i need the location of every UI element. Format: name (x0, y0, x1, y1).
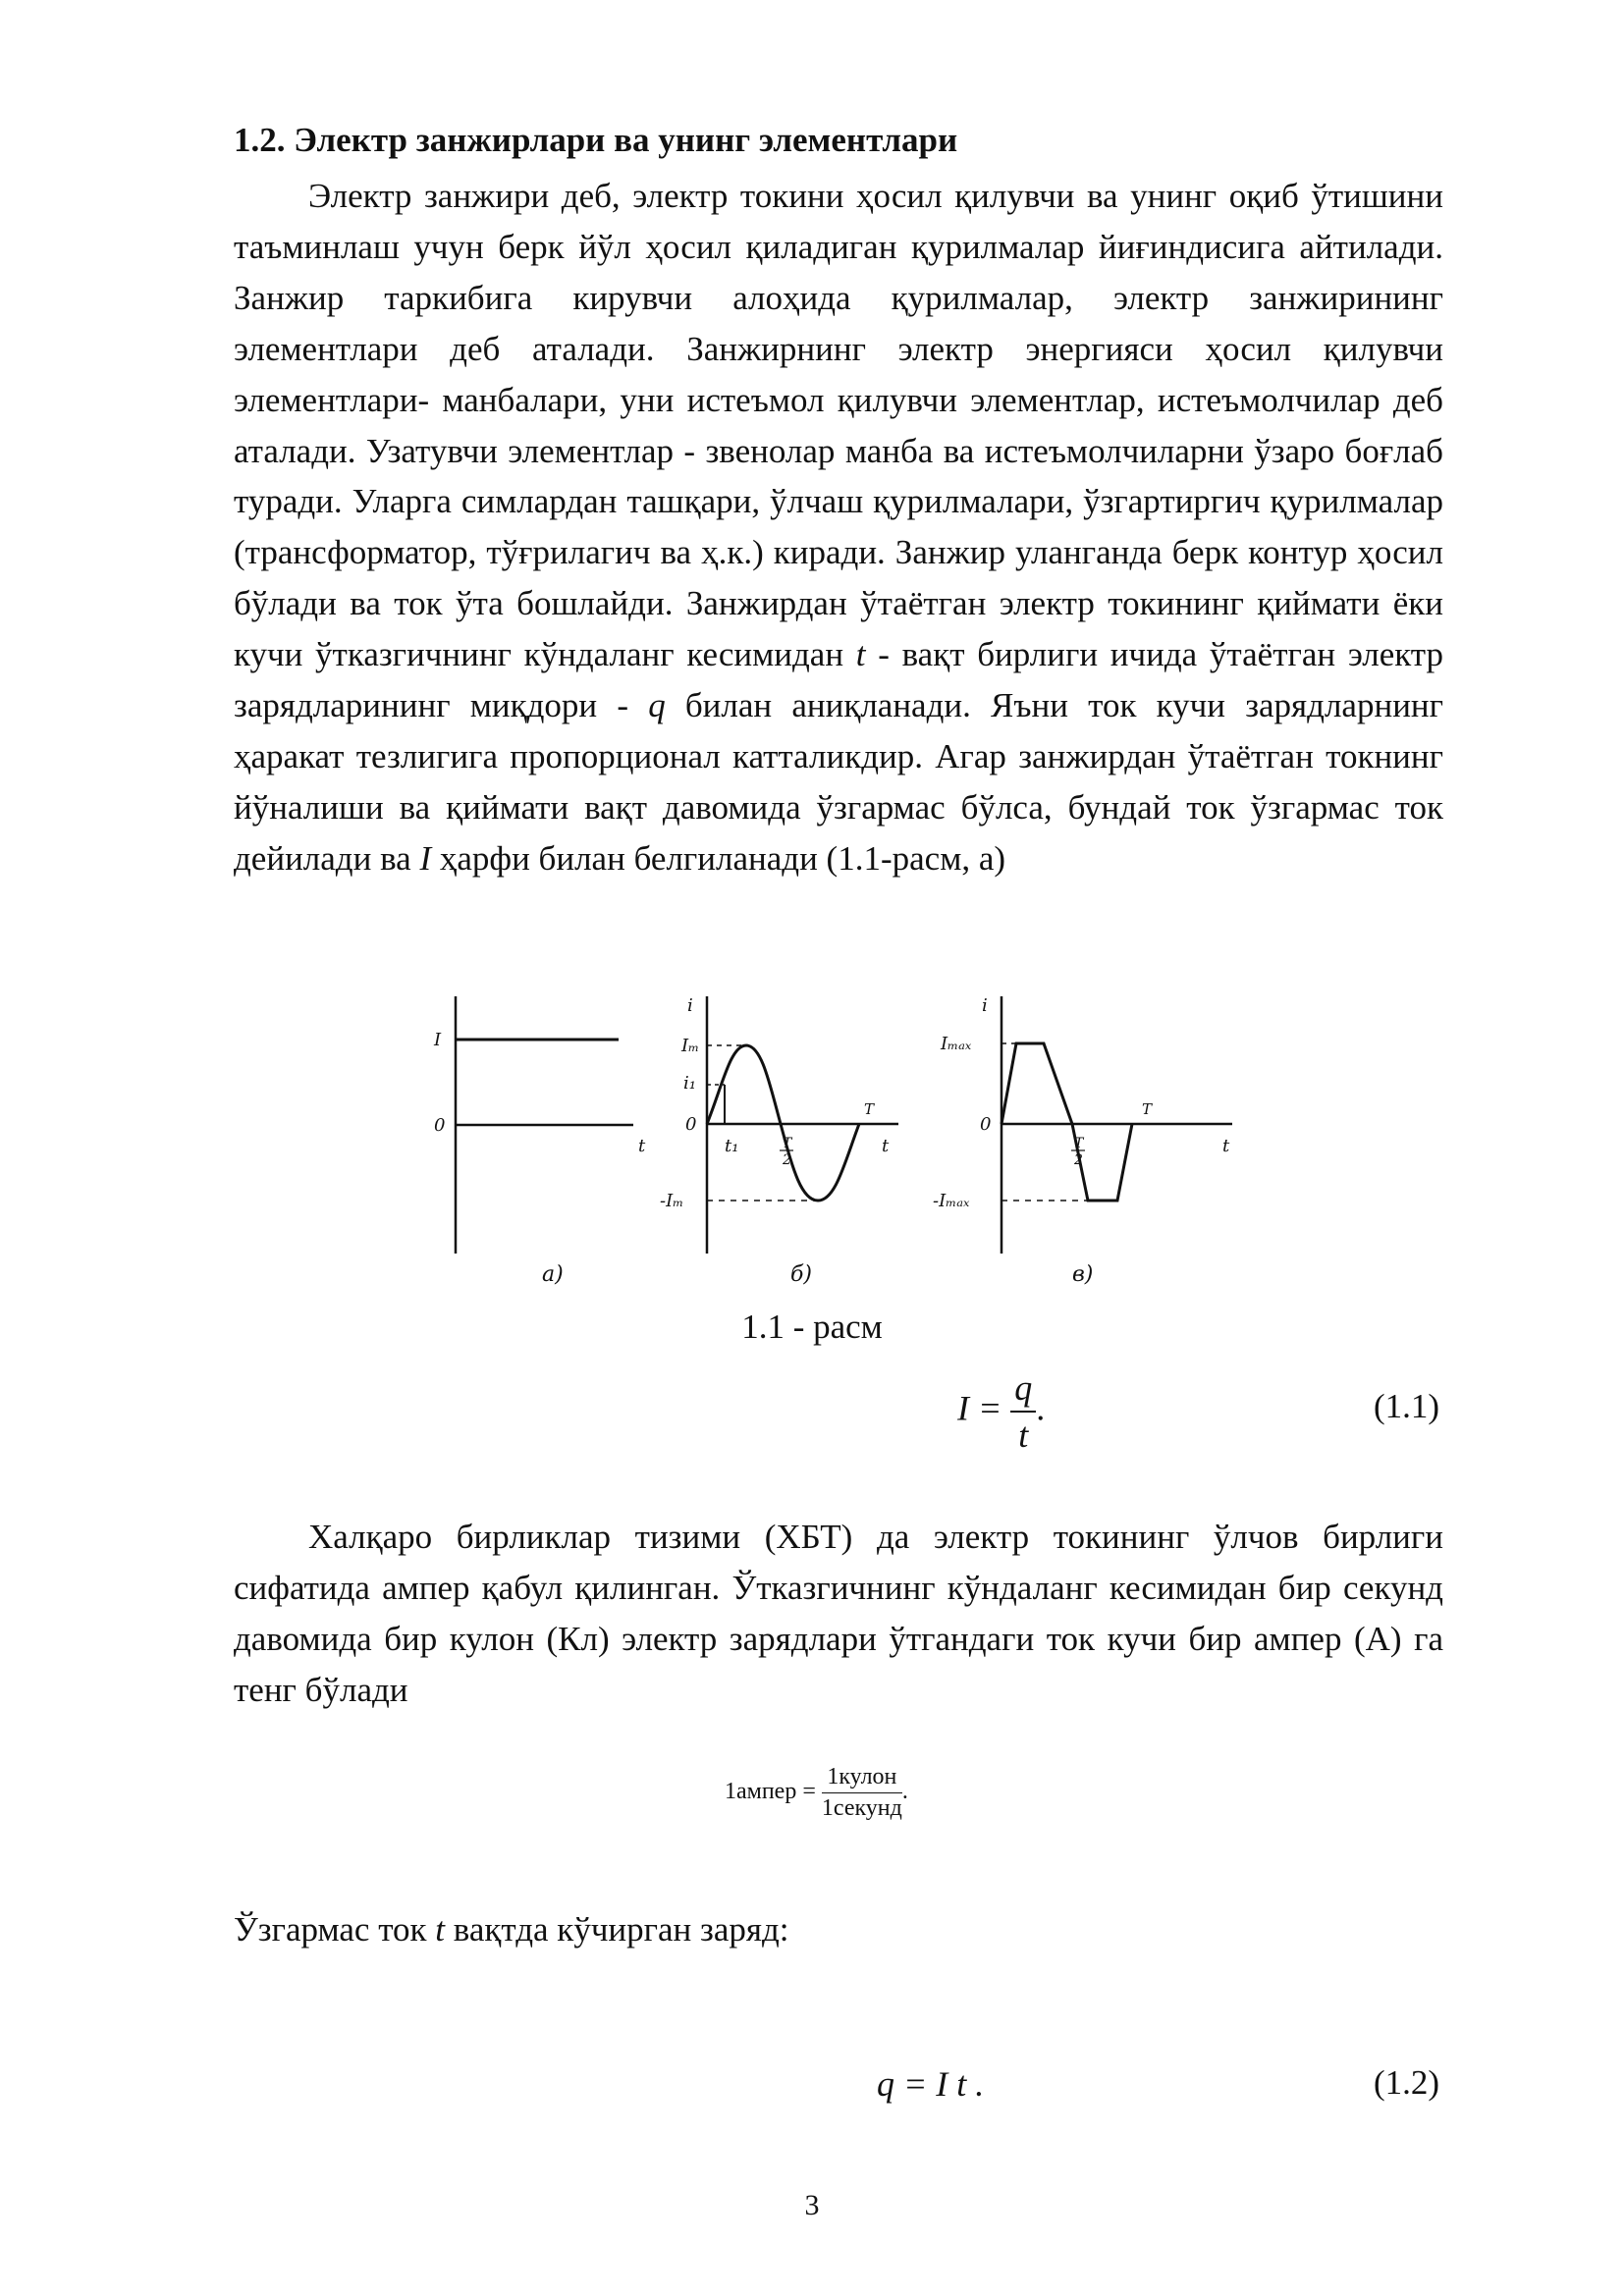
panel-c-bottom-label: -Iₘₐₓ (933, 1191, 970, 1211)
panel-c-top-label: Iₘₐₓ (941, 1034, 972, 1054)
fraction-numerator: q (1010, 1367, 1036, 1413)
paragraph-text: ҳарфи билан белгиланади (1.1-расм, а) (439, 838, 1006, 878)
variable-I: I (419, 838, 432, 878)
panel-b-y-axis: i (687, 995, 693, 1016)
equation-number-1-1: (1.1) (1373, 1387, 1439, 1425)
equation-number-1-2: (1.2) (1373, 2063, 1439, 2102)
panel-a-dc-current (433, 996, 646, 1286)
panel-b-top-label: Iₘ (681, 1036, 700, 1056)
equation-period: . (901, 1779, 908, 1805)
fraction (822, 1764, 902, 1822)
panel-c-y-axis: i (982, 995, 988, 1016)
equation-lhs: I = (957, 1388, 1002, 1428)
panel-c-zero-label: 0 (980, 1114, 992, 1135)
paragraph-si-units: Халқаро бирликлар тизими (ХБТ) да электр токининг ўлчов бирлиги сифатида ампер қабул қилинган. Ўтказгичнинг кўндаланг кесимидан бир секунд давомида бир кулон (Кл) электр зарядлари ўтгандаги ток кучи бир ампер (А) га тенг бўлади (234, 1518, 1443, 1709)
paragraph-definition (234, 171, 1443, 884)
panel-b-zero-label: 0 (685, 1114, 697, 1135)
panel-c-half-den: 2 (1074, 1152, 1083, 1168)
panel-b-bottom-label: -Iₘ (660, 1191, 684, 1211)
panel-b-sine-current (660, 995, 898, 1286)
paragraph-text: Ўзгармас ток (234, 1910, 427, 1949)
panel-a-caption: а) (542, 1262, 564, 1286)
panel-b-t-label: t (882, 1136, 890, 1156)
variable-t: t (435, 1910, 446, 1949)
panel-b-half-den: 2 (783, 1152, 791, 1168)
panel-c-period: T (1142, 1100, 1153, 1118)
panel-a-y-label: I (434, 1030, 442, 1050)
panel-c-t-label: t (1222, 1136, 1230, 1156)
fraction-denominator: 1секунд (821, 1795, 902, 1821)
equation-lhs: 1ампер = (725, 1779, 816, 1805)
figure-caption: 1.1 - расм (741, 1308, 883, 1346)
equation-1-2: q = I t . (877, 2064, 985, 2104)
panel-b-period: T (864, 1100, 875, 1118)
figure-current-waveforms (412, 987, 1257, 1286)
panel-b-t1-label: t₁ (725, 1136, 739, 1156)
equation-1-1 (957, 1367, 1045, 1456)
panel-c-half-num: T (1074, 1136, 1084, 1151)
page-number: 3 (804, 2189, 820, 2221)
section-heading: 1.2. Электр занжирлари ва унинг элементлари (234, 121, 958, 159)
panel-c-caption: в) (1072, 1262, 1094, 1286)
panel-b-half-num: T (783, 1136, 792, 1151)
panel-a-t-label: t (638, 1136, 646, 1156)
fraction (1010, 1367, 1036, 1456)
fraction-numerator: 1кулон (822, 1764, 902, 1793)
paragraph-charge (234, 1904, 1443, 1955)
paragraph-text: билан аниқланади. Яъни ток кучи зарядларнинг ҳаракат тезлигига пропорционал катталикдир. Агар занжирдан ўтаётган токнинг йўналиши ва қиймати вақт давомида ўзгармас бўлса, бундай ток ўзгармас ток дейилади ва (234, 686, 1444, 878)
paragraph-text: вақтда кўчирган заряд: (453, 1910, 789, 1949)
equation-period: . (1036, 1388, 1046, 1428)
panel-b-caption: б) (790, 1262, 813, 1286)
variable-q: q (648, 686, 666, 725)
fraction-denominator: t (1018, 1415, 1029, 1455)
panel-c-trapezoid-current (933, 995, 1232, 1286)
equation-ampere-definition (725, 1764, 908, 1822)
panel-a-zero-label: 0 (434, 1115, 446, 1136)
paragraph-text: - вақт бирлиги ичида ўтаётган электр зарядларининг миқдори - (234, 635, 1444, 725)
variable-t: t (855, 635, 866, 674)
paragraph-text: Электр занжири деб, электр токини ҳосил қилувчи ва унинг оқиб ўтишини таъминлаш учун берк йўл ҳосил қиладиган қурилмалар йиғиндисига айтилади. Занжир таркибига кирувчи алоҳида қурилмалар, электр занжирининг элементлари деб аталади. Занжирнинг электр энергияси ҳосил қилувчи элементлари- манбалари, уни истеъмол қилувчи элементлар, истеъмолчилар деб аталади. Узатувчи элементлар - звенолар манба ва истеъмолчиларни ўзаро боғлаб туради. Уларга симлардан ташқари, ўлчаш қурилмалари, ўзгартиргич қурилмалар (трансформатор, тўғрилагич ва ҳ.к.) киради. Занжир уланганда берк контур ҳосил бўлади ва ток ўта бошлайди. Занжирдан ўтаётган электр токининг қиймати ёки кучи ўтказгичнинг кўндаланг кесимидан (234, 177, 1443, 674)
panel-b-mid-label: i₁ (683, 1073, 696, 1094)
